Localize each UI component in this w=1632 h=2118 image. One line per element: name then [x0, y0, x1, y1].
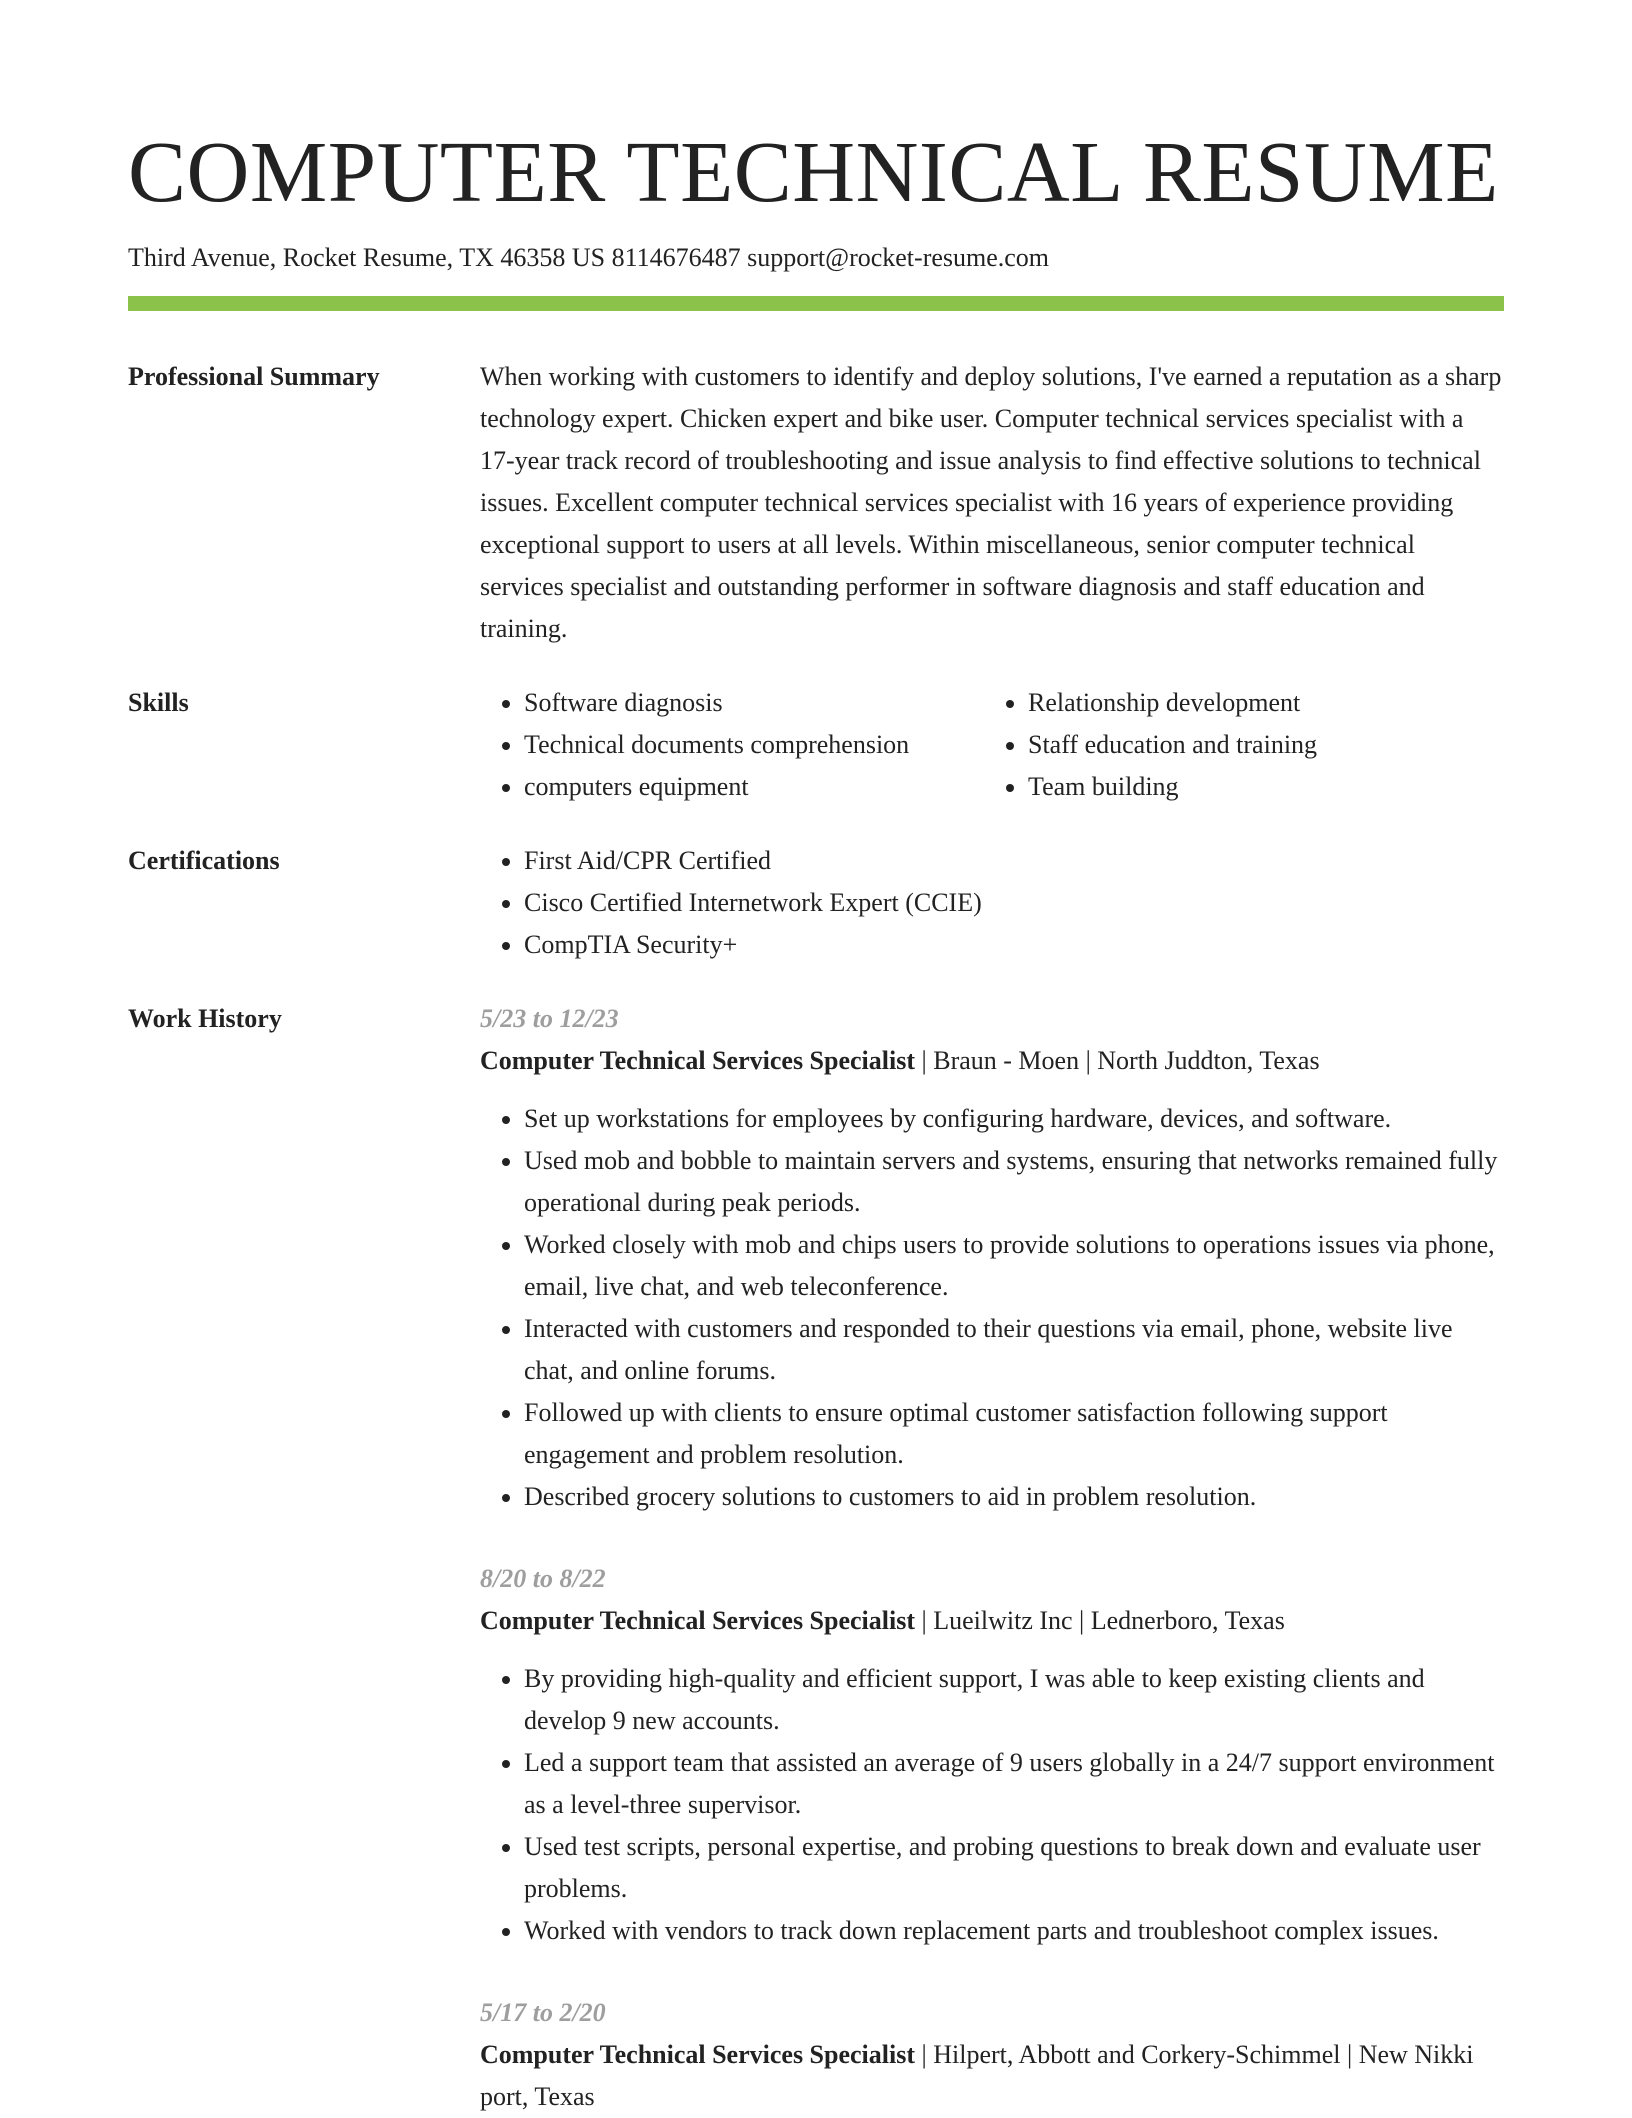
work-history-label: Work History	[128, 1004, 282, 1033]
job-bullet: • By providing high-quality and efficient support, I was able to keep existing clients and develop 9 new accounts.	[524, 1658, 1504, 1742]
job-dates: 5/23 to 12/23	[480, 1004, 619, 1033]
skills-list-left	[480, 682, 984, 808]
certifications-body	[480, 840, 1504, 966]
job-bullet: • Worked closely with mob and chips users to provide solutions to operations issues via phone, email, live chat, and web teleconference.	[524, 1224, 1504, 1308]
work-history-body	[480, 998, 1504, 2118]
skills-body	[480, 682, 1504, 808]
job-details: | Hilpert, Abbott and Corkery-Schimmel | New Nikki port, Texas	[480, 2040, 1474, 2111]
certifications-label: Certifications	[128, 846, 280, 875]
skill-item: • Technical documents comprehension	[524, 724, 984, 766]
job-entry	[480, 1558, 1504, 1952]
job-heading	[480, 1040, 1504, 1082]
job-bullets	[480, 1098, 1504, 1518]
skills-list-right	[984, 682, 1504, 808]
job-bullet: • Used mob and bobble to maintain servers and systems, ensuring that networks remained fully operational during peak periods.	[524, 1140, 1504, 1224]
job-bullet: • Used test scripts, personal expertise, and probing questions to break down and evaluate user problems.	[524, 1826, 1504, 1910]
job-dates: 8/20 to 8/22	[480, 1564, 606, 1593]
job-heading	[480, 1600, 1504, 1642]
skill-item: • Relationship development	[1028, 682, 1504, 724]
job-bullet: • Set up workstations for employees by configuring hardware, devices, and software.	[524, 1098, 1504, 1140]
summary-text: When working with customers to identify and deploy solutions, I've earned a reputation as a sharp technology expert. Chicken expert and bike user. Computer technical services specialist with a 17-year track record of troubleshooting and issue analysis to find effective solutions to technical issues. Excellent computer technical services specialist with 16 years of experience providing exceptional support to users at all levels. Within miscellaneous, senior computer technical services specialist and outstanding performer in software diagnosis and staff education and training.	[480, 362, 1502, 643]
skill-item: • computers equipment	[524, 766, 984, 808]
certification-item: • CompTIA Security+	[524, 924, 1504, 966]
summary-body	[480, 356, 1504, 650]
job-bullet: • Followed up with clients to ensure optimal customer satisfaction following support engagement and problem resolution.	[524, 1392, 1504, 1476]
certifications-section	[128, 840, 1504, 966]
job-bullet: • Described grocery solutions to customers to aid in problem resolution.	[524, 1476, 1504, 1518]
certifications-list	[480, 840, 1504, 966]
resume-page	[128, 118, 1504, 2118]
summary-section	[128, 356, 1504, 650]
job-title: Computer Technical Services Specialist	[480, 1046, 916, 1075]
skills-label: Skills	[128, 688, 189, 717]
job-entry	[480, 998, 1504, 1518]
skill-item: • Team building	[1028, 766, 1504, 808]
job-heading	[480, 2034, 1504, 2118]
job-details: | Braun - Moen | North Juddton, Texas	[915, 1046, 1320, 1075]
skill-item: • Staff education and training	[1028, 724, 1504, 766]
job-entry	[480, 1992, 1504, 2118]
summary-label: Professional Summary	[128, 362, 380, 391]
accent-divider	[128, 296, 1504, 311]
resume-title: COMPUTER TECHNICAL RESUME	[128, 123, 1499, 220]
skills-section	[128, 682, 1504, 808]
job-bullet: • Led a support team that assisted an average of 9 users globally in a 24/7 support environment as a level-three supervisor.	[524, 1742, 1504, 1826]
job-bullets	[480, 1658, 1504, 1952]
contact-line: Third Avenue, Rocket Resume, TX 46358 US 8114676487 support@rocket-resume.com	[128, 243, 1050, 272]
job-bullet: • Interacted with customers and responded to their questions via email, phone, website live chat, and online forums.	[524, 1308, 1504, 1392]
certification-item: • First Aid/CPR Certified	[524, 840, 1504, 882]
job-bullet: • Worked with vendors to track down replacement parts and troubleshoot complex issues.	[524, 1910, 1504, 1952]
job-details: | Lueilwitz Inc | Lednerboro, Texas	[915, 1606, 1285, 1635]
job-dates: 5/17 to 2/20	[480, 1998, 606, 2027]
certification-item: • Cisco Certified Internetwork Expert (CCIE)	[524, 882, 1504, 924]
job-title: Computer Technical Services Specialist	[480, 1606, 916, 1635]
job-title: Computer Technical Services Specialist	[480, 2040, 916, 2069]
work-history-section	[128, 998, 1504, 2118]
skill-item: • Software diagnosis	[524, 682, 984, 724]
